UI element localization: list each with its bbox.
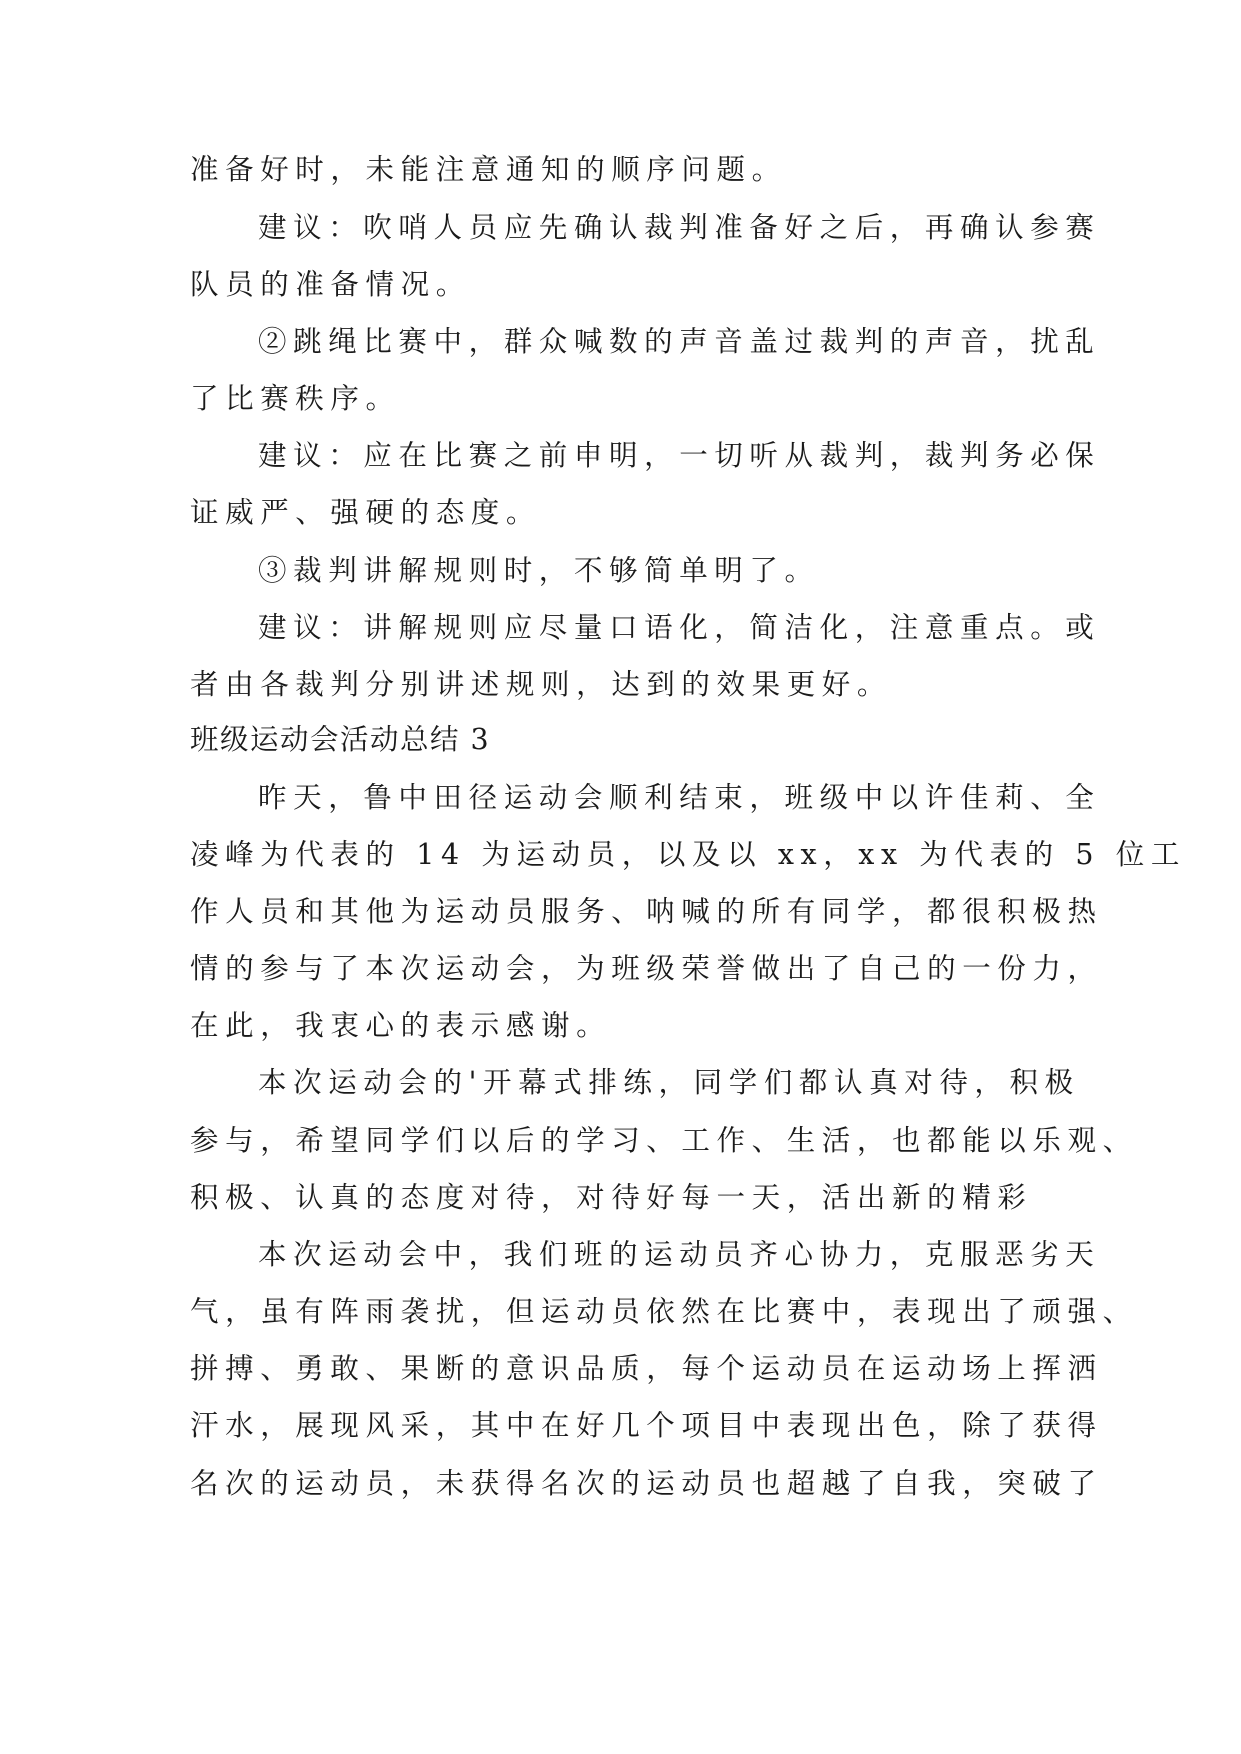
text-line-20: 本次运动会中，我们班的运动员齐心协力，克服恶劣天 bbox=[258, 1238, 1101, 1271]
text-line-7: 证威严、强硬的态度。 bbox=[190, 496, 542, 529]
text-line-9: 建议：讲解规则应尽量口语化，简洁化，注意重点。或 bbox=[258, 611, 1101, 644]
text-line-10: 者由各裁判分别讲述规则，达到的效果更好。 bbox=[190, 668, 893, 701]
text-line-22: 拼搏、勇敢、果断的意识品质，每个运动员在运动场上挥洒 bbox=[190, 1352, 1103, 1385]
text-line-17: 本次运动会的'开幕式排练，同学们都认真对待，积极 bbox=[258, 1066, 1080, 1099]
text-line-24: 名次的运动员，未获得名次的运动员也超越了自我，突破了 bbox=[190, 1467, 1103, 1500]
text-line-19: 积极、认真的态度对待，对待好每一天，活出新的精彩 bbox=[190, 1181, 1033, 1214]
text-line-1: 准备好时，未能注意通知的顺序问题。 bbox=[190, 153, 787, 186]
text-line-23: 汗水，展现风采，其中在好几个项目中表现出色，除了获得 bbox=[190, 1409, 1103, 1442]
text-line-8: ③裁判讲解规则时，不够简单明了。 bbox=[258, 554, 820, 587]
text-line-18: 参与，希望同学们以后的学习、工作、生活，也都能以乐观、 bbox=[190, 1124, 1138, 1157]
text-line-2: 建议：吹哨人员应先确认裁判准备好之后，再确认参赛 bbox=[258, 211, 1101, 244]
text-line-15: 情的参与了本次运动会，为班级荣誉做出了自己的一份力， bbox=[190, 952, 1103, 985]
text-line-21: 气，虽有阵雨袭扰，但运动员依然在比赛中，表现出了顽强、 bbox=[190, 1295, 1138, 1328]
text-line-4: ②跳绳比赛中，群众喊数的声音盖过裁判的声音，扰乱 bbox=[258, 325, 1101, 358]
text-line-13: 凌峰为代表的 14 为运动员，以及以 xx，xx 为代表的 5 位工 bbox=[190, 838, 1186, 871]
text-line-14: 作人员和其他为运动员服务、呐喊的所有同学，都很积极热 bbox=[190, 895, 1103, 928]
text-line-5: 了比赛秩序。 bbox=[190, 382, 401, 415]
text-line-12: 昨天，鲁中田径运动会顺利结束，班级中以许佳莉、全 bbox=[258, 781, 1101, 814]
section-heading: 班级运动会活动总结 3 bbox=[190, 723, 491, 756]
text-line-6: 建议：应在比赛之前申明，一切听从裁判，裁判务必保 bbox=[258, 439, 1101, 472]
text-line-16: 在此，我衷心的表示感谢。 bbox=[190, 1009, 612, 1042]
text-line-3: 队员的准备情况。 bbox=[190, 268, 471, 301]
